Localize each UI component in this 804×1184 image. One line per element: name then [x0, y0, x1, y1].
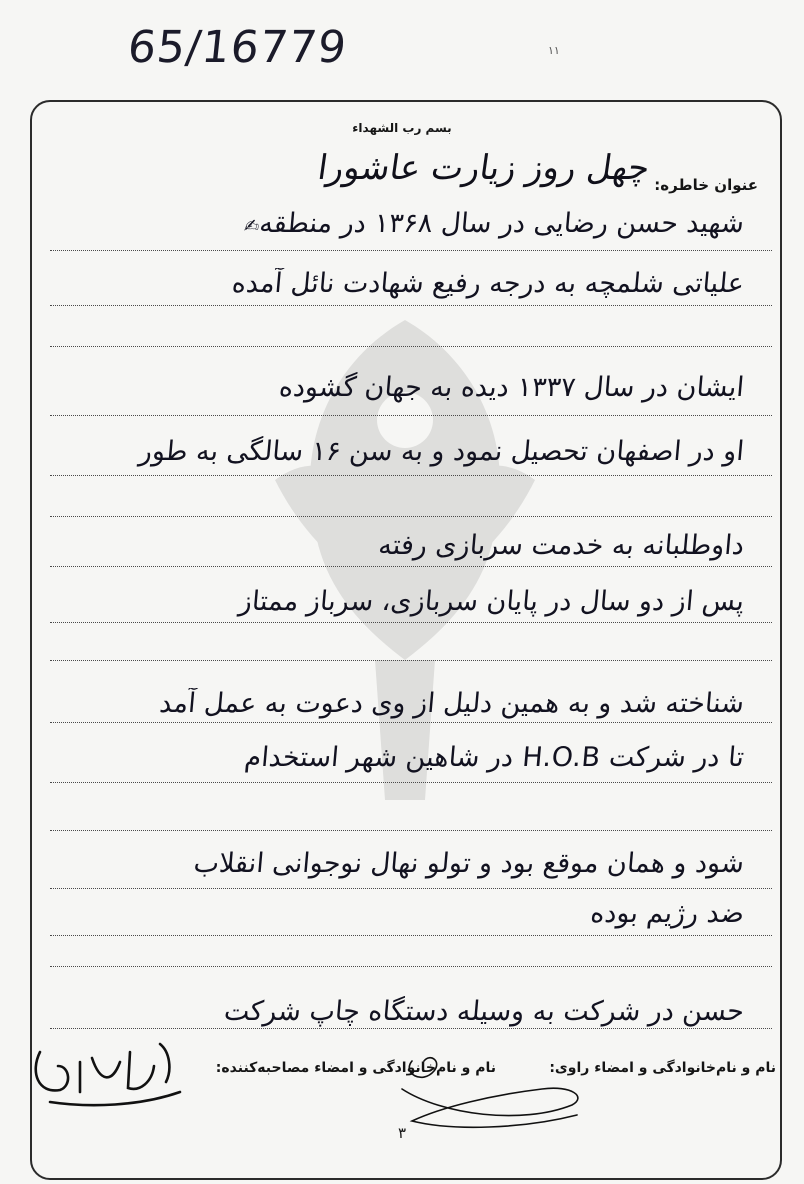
memoir-line: شود و همان موقع بود و تولو نهال نوجوانی انقلاب [192, 848, 746, 879]
ruled-line [50, 966, 772, 967]
memoir-line: حسن در شرکت به وسیله دستگاه چاپ شرکت [222, 996, 746, 1027]
memoir-line: شهید حسن رضایی در سال ۱۳۶۸ در منطقه✍ [243, 208, 746, 239]
ruled-line [50, 622, 772, 623]
corner-mark: ١١ [548, 44, 560, 57]
interviewer-signature [372, 1045, 592, 1135]
memoir-line: پس از دو سال در پایان سربازی، سرباز ممتاز [237, 586, 746, 617]
memoir-line: علیاتی شلمچه به درجه رفیع شهادت نائل آمده [230, 268, 746, 299]
ruled-line [50, 935, 772, 936]
pen-mark-icon: ✍ [243, 216, 261, 237]
ruled-line [50, 660, 772, 661]
memoir-line: ایشان در سال ۱۳۳۷ دیده به جهان گشوده [277, 372, 746, 403]
ruled-line [50, 566, 772, 567]
ruled-line [50, 475, 772, 476]
memoir-line: داوطلبانه به خدمت سربازی رفته [377, 530, 746, 561]
memoir-line: شناخته شد و به همین دلیل از وی دعوت به عمل آمد [158, 688, 746, 719]
bismillah-header: بسم رب الشهداء [352, 121, 452, 135]
memoir-line: تا در شرکت H.O.B در شاهین شهر استخدام [243, 742, 746, 773]
ruled-line [50, 516, 772, 517]
ruled-line [50, 346, 772, 347]
ruled-line [50, 250, 772, 251]
ruled-line [50, 415, 772, 416]
narrator-signature [20, 1022, 190, 1112]
memoir-title-handwritten: چهل روز زیارت عاشورا [314, 148, 652, 188]
archive-number: 65/16779 [125, 22, 350, 73]
ruled-line [50, 888, 772, 889]
narrator-label: نام و نام‌خانوادگی و امضاء راوی: [549, 1060, 776, 1076]
memoir-title-label: عنوان خاطره: [654, 176, 758, 194]
ruled-line [50, 782, 772, 783]
ruled-line [50, 830, 772, 831]
memoir-line: او در اصفهان تحصیل نمود و به سن ۱۶ سالگی به طور [137, 436, 746, 467]
ruled-line [50, 305, 772, 306]
page-number: ٣ [397, 1124, 407, 1142]
ruled-line [50, 722, 772, 723]
memoir-line: ضد رژیم بوده [589, 898, 746, 929]
interviewer-label: نام و نام‌خانوادگی و امضاء مصاحبه‌کننده: [215, 1060, 496, 1076]
